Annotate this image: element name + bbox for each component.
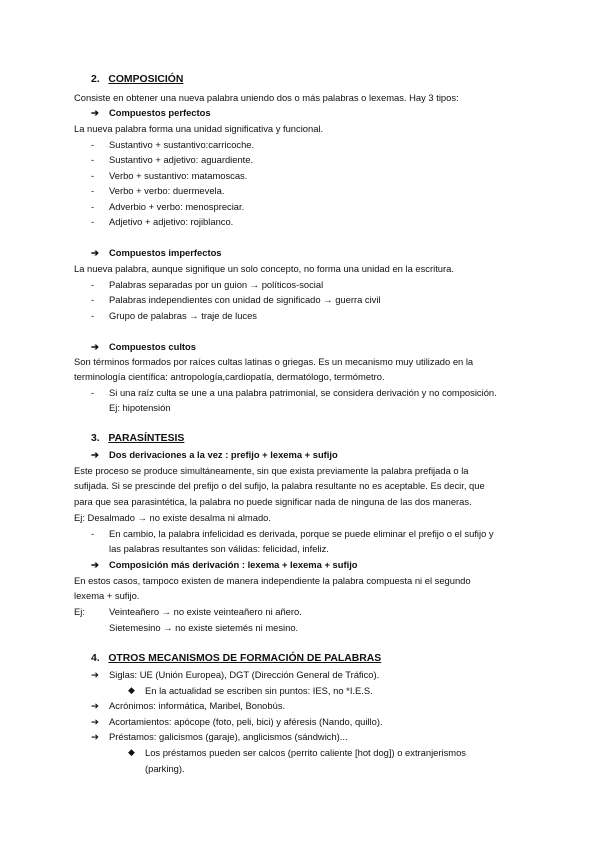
section-title: OTROS MECANISMOS DE FORMACIÓN DE PALABRAS (108, 653, 382, 664)
example-label: Ej: (74, 606, 85, 617)
example-text: Ej: Desalmado → no existe desalma ni almado. (74, 512, 271, 523)
list-item: Sustantivo + adjetivo: aguardiente. (109, 154, 254, 165)
list-item: Palabras separadas por un guion → políticos-social (109, 279, 324, 290)
dash-bullet-icon: - (91, 310, 95, 321)
arrow-right-icon: ➔ (91, 341, 99, 352)
list-item: Adverbio + verbo: menospreciar. (109, 201, 245, 212)
arrow-right-icon: ➔ (91, 716, 99, 727)
paragraph: para que sea parasintética, la palabra no puede significar nada de ninguna de las dos maneras. (74, 496, 472, 507)
paragraph: Consiste en obtener una nueva palabra uniendo dos o más palabras o lexemas. Hay 3 tipos: (74, 92, 459, 103)
paragraph: sufijada. Si se prescinde del prefijo o del sufijo, la palabra resultante no es aceptable. Es decir, que (74, 480, 485, 491)
dash-bullet-icon: - (91, 528, 95, 539)
section-number: 3. (91, 433, 100, 444)
example-text: Sietemesino → no existe sietemés ni mesino. (109, 622, 299, 633)
list-item: En cambio, la palabra infelicidad es derivada, porque se puede eliminar el prefijo o el sufijo y (109, 528, 494, 539)
example-text: Ej: hipotensión (109, 402, 171, 413)
list-item-continuation: las palabras resultantes son válidas: felicidad, infeliz. (109, 543, 329, 554)
section-title: COMPOSICIÓN (108, 74, 184, 85)
sub-list-item: Los préstamos pueden ser calcos (perrito caliente [hot dog]) o extranjerismos (145, 747, 466, 758)
list-item-acortamientos: ➔ Acortamientos: apócope (foto, peli, bici) y aféresis (Nando, quillo). (91, 714, 383, 730)
dash-bullet-icon: - (91, 185, 95, 196)
diamond-bullet-icon: ◆ (128, 685, 135, 695)
list-item: Verbo + verbo: duermevela. (109, 185, 225, 196)
dash-bullet-icon: - (91, 387, 95, 398)
paragraph: terminología científica: antropología,cardiopatía, dermatólogo, termómetro. (74, 371, 385, 382)
arrow-right-icon: ➔ (91, 669, 99, 680)
section-4-heading (91, 651, 381, 667)
paragraph: La nueva palabra forma una unidad significativa y funcional. (74, 123, 324, 134)
section-2-heading (91, 72, 183, 88)
subheading-composicion-derivacion: ➔ Composición más derivación : lexema + lexema + sufijo (91, 557, 358, 573)
list-item: Si una raíz culta se une a una palabra patrimonial, se considera derivación y no composición. (109, 387, 497, 398)
dash-bullet-icon: - (91, 139, 95, 150)
paragraph: lexema + sufijo. (74, 590, 140, 601)
section-number: 2. (91, 74, 100, 85)
list-item-prestamos: ➔ Préstamos: galicismos (garaje), anglicismos (sándwich)... (91, 729, 348, 745)
dash-bullet-icon: - (91, 216, 95, 227)
sub-list-item: En la actualidad se escriben sin puntos: IES, no *I.E.S. (145, 685, 373, 696)
paragraph: La nueva palabra, aunque signifique un solo concepto, no forma una unidad en la escritura. (74, 263, 454, 274)
list-item: Sustantivo + sustantivo:carricoche. (109, 139, 255, 150)
subheading-perfectos: ➔ Compuestos perfectos (91, 105, 211, 121)
list-item: Adjetivo + adjetivo: rojiblanco. (109, 216, 234, 227)
list-item: Grupo de palabras → traje de luces (109, 310, 257, 321)
arrow-right-icon: ➔ (91, 247, 99, 258)
diamond-bullet-icon: ◆ (128, 747, 135, 757)
arrow-right-icon: ➔ (91, 700, 99, 711)
list-item-acronimos: ➔ Acrónimos: informática, Maribel, Bonobús. (91, 698, 285, 714)
list-item-siglas: ➔ Siglas: UE (Unión Europea), DGT (Dirección General de Tráfico). (91, 667, 379, 683)
arrow-right-icon: ➔ (91, 731, 99, 742)
sub-list-item-continuation: (parking). (145, 763, 185, 774)
example-text: Veinteañero → no existe veinteañero ni añero. (109, 606, 302, 617)
subheading-cultos: ➔ Compuestos cultos (91, 339, 196, 355)
subheading-parasintesis: ➔ Dos derivaciones a la vez : prefijo + lexema + sufijo (91, 447, 338, 463)
list-item: Palabras independientes con unidad de significado → guerra civil (109, 294, 381, 305)
section-3-heading (91, 431, 184, 447)
arrow-right-icon: ➔ (91, 449, 99, 460)
dash-bullet-icon: - (91, 201, 95, 212)
arrow-right-icon: ➔ (91, 559, 99, 570)
dash-bullet-icon: - (91, 279, 95, 290)
dash-bullet-icon: - (91, 170, 95, 181)
section-title: PARASÍNTESIS (108, 433, 185, 444)
dash-bullet-icon: - (91, 154, 95, 165)
arrow-right-icon: ➔ (91, 107, 99, 118)
subheading-imperfectos: ➔ Compuestos imperfectos (91, 245, 222, 261)
paragraph: Este proceso se produce simultáneamente, sin que exista previamente la palabra prefijada o la (74, 465, 469, 476)
section-number: 4. (91, 653, 100, 664)
dash-bullet-icon: - (91, 294, 95, 305)
list-item: Verbo + sustantivo: matamoscas. (109, 170, 248, 181)
paragraph: Son términos formados por raíces cultas latinas o griegas. Es un mecanismo muy utilizado en la (74, 356, 474, 367)
paragraph: En estos casos, tampoco existen de manera independiente la palabra compuesta ni el segundo (74, 575, 471, 586)
